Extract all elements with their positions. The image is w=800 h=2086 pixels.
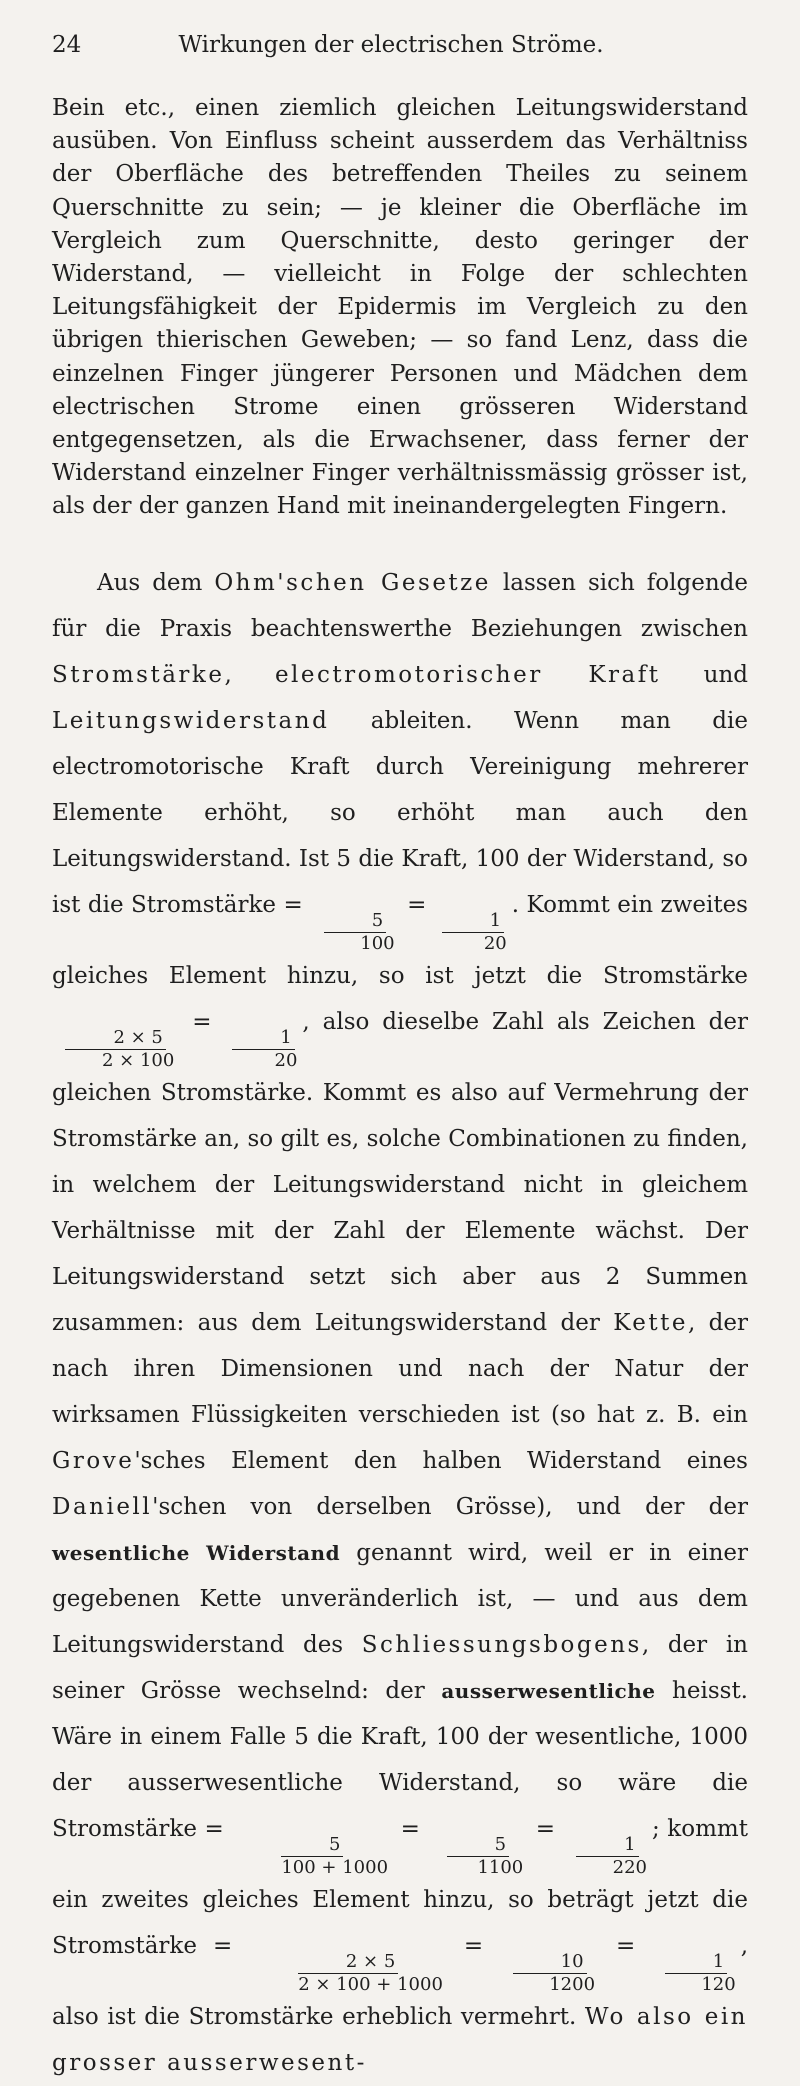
term-stromstaerke: Stromstärke bbox=[52, 661, 225, 688]
term-kette: Kette bbox=[613, 1309, 688, 1336]
fraction: $\frac{2 \times 5}{2 \times 100}$ bbox=[54, 1029, 177, 1070]
page-body bbox=[52, 92, 748, 2086]
fraction: $\frac{1}{220}$ bbox=[565, 1836, 650, 1877]
term-wesentliche: wesentliche Widerstand bbox=[52, 1540, 341, 1565]
term-daniell: Daniell bbox=[52, 1493, 153, 1520]
fraction: $\frac{1}{120}$ bbox=[653, 1953, 738, 1994]
page-number: 24 bbox=[52, 32, 82, 58]
fraction: $\frac{5}{1100}$ bbox=[429, 1836, 526, 1877]
fraction: $\frac{5}{100}$ bbox=[312, 912, 397, 953]
fraction: $\frac{5}{100 + 1000}$ bbox=[281, 1833, 389, 1878]
term-ausserwesentliche: ausserwesentliche bbox=[441, 1678, 656, 1703]
term-ohm: Ohm'schen Gesetze bbox=[214, 569, 491, 596]
paragraph-1: Bein etc., einen ziemlich gleichen Leitungswiderstand ausüben. Von Einfluss scheint ausserdem das Verhältniss der Oberfläche des betreffenden Theiles zu seinem Querschnitte zu sein; — je kleiner die Oberfläche im Vergleich zum Querschnitte, desto geringer der Widerstand, — vielleicht in Folge der schlechten Leitungsfähigkeit der Epidermis im Vergleich zu den übrigen thierischen Geweben; — so fand Lenz, dass die einzelnen Finger jüngerer Personen und Mädchen dem electrischen Strome einen grösseren Widerstand entgegensetzen, als die Erwachsener, dass ferner der Widerstand einzelner Finger verhältnissmässig grösser ist, als der der ganzen Hand mit ineinandergelegten Fingern. bbox=[52, 95, 748, 520]
page-header bbox=[52, 32, 730, 66]
term-leitungswiderstand: Leitungswiderstand bbox=[52, 707, 330, 734]
trailing-text: Wo also ein grosser ausserwesent- bbox=[52, 2003, 748, 2076]
fraction: $\frac{1}{20}$ bbox=[436, 912, 510, 953]
term-schliessungsbogen: Schliessungsbogens bbox=[361, 1631, 642, 1658]
fraction: $\frac{2 \times 5}{2 \times 100 + 1000}$ bbox=[298, 1950, 443, 1995]
fraction: $\frac{1}{20}$ bbox=[227, 1029, 301, 1070]
running-title: Wirkungen der electrischen Ströme. bbox=[178, 32, 604, 58]
fraction: $\frac{10}{1200}$ bbox=[501, 1953, 598, 1994]
paragraph-2: Aus dem Ohm'schen Gesetze lassen sich folgende für die Praxis beachtenswerthe Beziehungen zwischen Stromstärke, electromotorischer Kraft und Leitungswiderstand ableiten. Wenn man die electromotorische Kraft durch Vereinigung mehrerer Elemente erhöht, so erhöht man auch den Leitungswiderstand. Ist 5 die Kraft, 100 der Widerstand, so ist die Stromstärke = $\frac{5}{100}$ = $\frac{1}{20}$ . Kommt ein zweites gleiches Element hinzu, so ist jetzt die Stromstärke $\frac{2 \times 5}{2 \times 100}$ = $\frac{1}{20}$ , also dieselbe Zahl als Zeichen der gleichen Stromstärke. Kommt es also auf Vermehrung der Stromstärke an, so gilt es, solche Combinationen zu finden, in welchem der Leitungswiderstand nicht in gleichem Verhältnisse mit der Zahl der Elemente wächst. Der Leitungswiderstand setzt sich aber aus 2 Summen zusammen: aus dem Leitungswiderstand der Kette, der nach ihren Dimensionen und nach der Natur der wirksamen Flüssigkeiten verschieden ist (so hat z. B. ein Grove'sches Element den halben Widerstand eines Daniell'schen von derselben Grösse), und der der wesentliche Widerstand genannt wird, weil er in einer gegebenen Kette unveränderlich ist, — und aus dem Leitungswiderstand des Schliessungsbogens, der in seiner Grösse wechselnd: der ausserwesentliche heisst. Wäre in einem Falle 5 die Kraft, 100 der wesentliche, 1000 der ausserwesentliche Widerstand, so wäre die Stromstärke = $\frac{5}{100 + 1000}$ = $\frac{5}{1100}$ = $\frac{1}{220}$ ; kommt ein zweites gleiches Element hinzu, so beträgt jetzt die Stromstärke = $\frac{2 \times 5}{2 \times 100 + 1000}$ = $\frac{10}{1200}$ = $\frac{1}{120}$ , also ist die Stromstärke erheblich vermehrt. Wo also ein grosser ausserwesent- bbox=[52, 569, 749, 2076]
term-emk: electromotorischer Kraft bbox=[274, 661, 661, 688]
term-grove: Grove bbox=[52, 1447, 135, 1474]
